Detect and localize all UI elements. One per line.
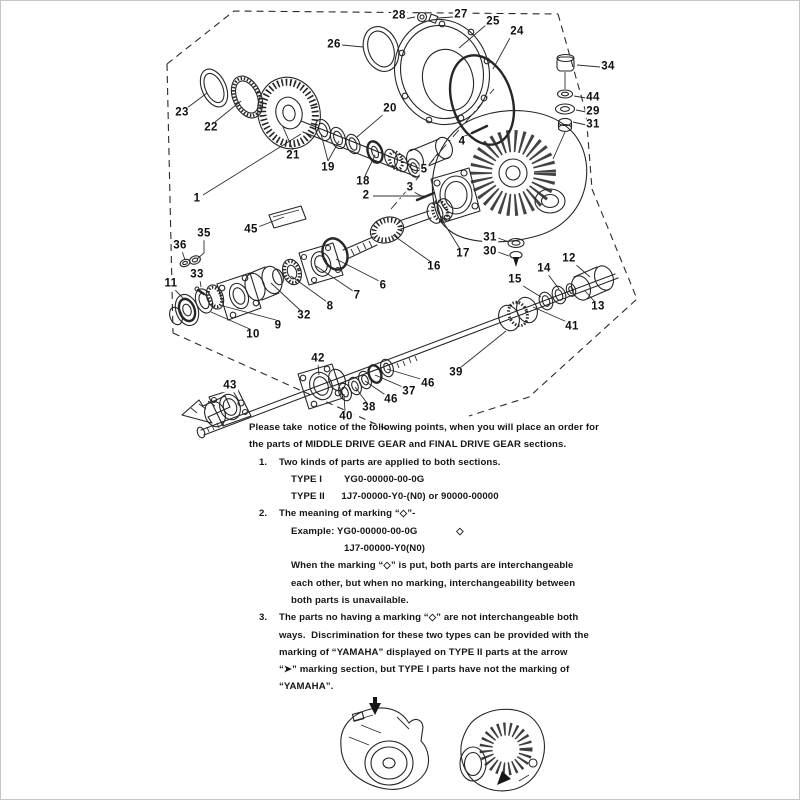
note-line [291, 575, 594, 592]
final-drive-thumbnail [460, 709, 545, 791]
note-line [279, 678, 594, 695]
part-label-10: 10 [246, 328, 260, 341]
note-item-number: 1. [259, 456, 268, 468]
part-label-22: 22 [204, 121, 218, 134]
part-label-30: 30 [483, 245, 497, 258]
note-text: both parts is unavailable. [291, 594, 409, 606]
part-label-31: 31 [483, 231, 497, 244]
note-line [344, 540, 594, 557]
note-line [291, 488, 594, 505]
part-label-2: 2 [362, 189, 370, 202]
part-label-45: 45 [244, 223, 258, 236]
note-line [279, 661, 594, 678]
note-line [291, 592, 594, 609]
part-label-28: 28 [392, 9, 406, 22]
note-text: Example: YG0-00000-00-0G ◇ [291, 525, 464, 537]
note-text: 1J7-00000-Y0(N0) [344, 543, 426, 555]
part-label-6: 6 [379, 279, 387, 292]
note-item-number: 3. [259, 612, 268, 624]
part-label-18: 18 [356, 175, 370, 188]
part-label-39: 39 [449, 366, 463, 379]
part-label-36: 36 [173, 239, 187, 252]
part-label-46: 46 [421, 377, 435, 390]
note-text: The meaning of marking “◇”- [279, 508, 416, 520]
section-boundary-dashed [167, 8, 637, 431]
note-text: TYPE II 1J7-00000-Y0-(N0) or 90000-00000 [291, 491, 499, 503]
note-line [249, 609, 594, 626]
part-label-14: 14 [537, 262, 551, 275]
gearbox-thumbnail [341, 697, 429, 789]
notes-block [249, 419, 599, 696]
drive-pinion-assembly [167, 197, 455, 329]
note-text: the parts of MIDDLE DRIVE GEAR and FINAL DRIVE GEAR sections. [249, 439, 567, 451]
part-label-19: 19 [321, 161, 335, 174]
part-label-4: 4 [458, 135, 466, 148]
part-label-16: 16 [427, 260, 441, 273]
note-line [249, 419, 599, 436]
part-label-11: 11 [164, 277, 178, 290]
note-text: TYPE I YG0-00000-00-0G [291, 473, 425, 485]
note-text: “YAMAHA”. [279, 681, 334, 693]
note-text: “➤” marking section, but TYPE I parts have not the marking of [279, 664, 570, 676]
part-label-7: 7 [353, 289, 361, 302]
note-text: each other, but when no marking, interchangeability between [291, 577, 576, 589]
part-label-35: 35 [197, 227, 211, 240]
part-label-13: 13 [591, 300, 605, 313]
note-line [279, 644, 594, 661]
part-label-24: 24 [510, 25, 524, 38]
part-label-40: 40 [339, 410, 353, 423]
part-label-31: 31 [586, 118, 600, 131]
note-line [291, 557, 594, 574]
part-label-38: 38 [362, 401, 376, 414]
part-label-15: 15 [508, 273, 522, 286]
note-text: The parts no having a marking “◇” are not interchangeable both [279, 612, 579, 624]
part-label-23: 23 [175, 106, 189, 119]
note-line [291, 523, 594, 540]
part-label-8: 8 [326, 300, 334, 313]
note-item-number: 2. [259, 508, 268, 520]
part-label-25: 25 [486, 15, 500, 28]
arrow-marker-icon [369, 697, 381, 715]
breather-plug-column [553, 55, 575, 160]
note-text: When the marking “◇” is put, both parts are interchangeable [291, 560, 574, 572]
part-label-20: 20 [383, 102, 397, 115]
propeller-shaft-assembly [196, 260, 618, 439]
note-line [279, 627, 594, 644]
part-label-1: 1 [193, 192, 201, 205]
part-label-17: 17 [456, 247, 470, 260]
note-line [291, 471, 594, 488]
part-label-34: 34 [601, 60, 615, 73]
part-label-27: 27 [454, 8, 468, 21]
part-label-21: 21 [286, 149, 300, 162]
part-label-43: 43 [223, 379, 237, 392]
note-line [249, 505, 594, 522]
part-label-3: 3 [406, 181, 414, 194]
leader-lines [174, 17, 600, 412]
part-label-12: 12 [562, 252, 576, 265]
part-label-26: 26 [327, 38, 341, 51]
note-text: ways. Discrimination for these two types can be provided with the [279, 629, 589, 641]
note-line [249, 454, 594, 471]
part-label-32: 32 [297, 309, 311, 322]
part-label-9: 9 [274, 319, 282, 332]
part-label-33: 33 [190, 268, 204, 281]
part-label-41: 41 [565, 320, 579, 333]
part-label-37: 37 [402, 385, 416, 398]
note-line [249, 436, 594, 453]
note-text: Please take notice of the following points, when you will place an order for [249, 422, 599, 433]
part-label-5: 5 [420, 163, 428, 176]
part-label-42: 42 [311, 352, 325, 365]
part-label-46: 46 [384, 393, 398, 406]
part-label-44: 44 [586, 91, 600, 104]
note-text: marking of “YAMAHA” displayed on TYPE II parts at the arrow [279, 646, 568, 658]
part-label-29: 29 [586, 105, 600, 118]
note-text: Two kinds of parts are applied to both sections. [279, 456, 501, 468]
